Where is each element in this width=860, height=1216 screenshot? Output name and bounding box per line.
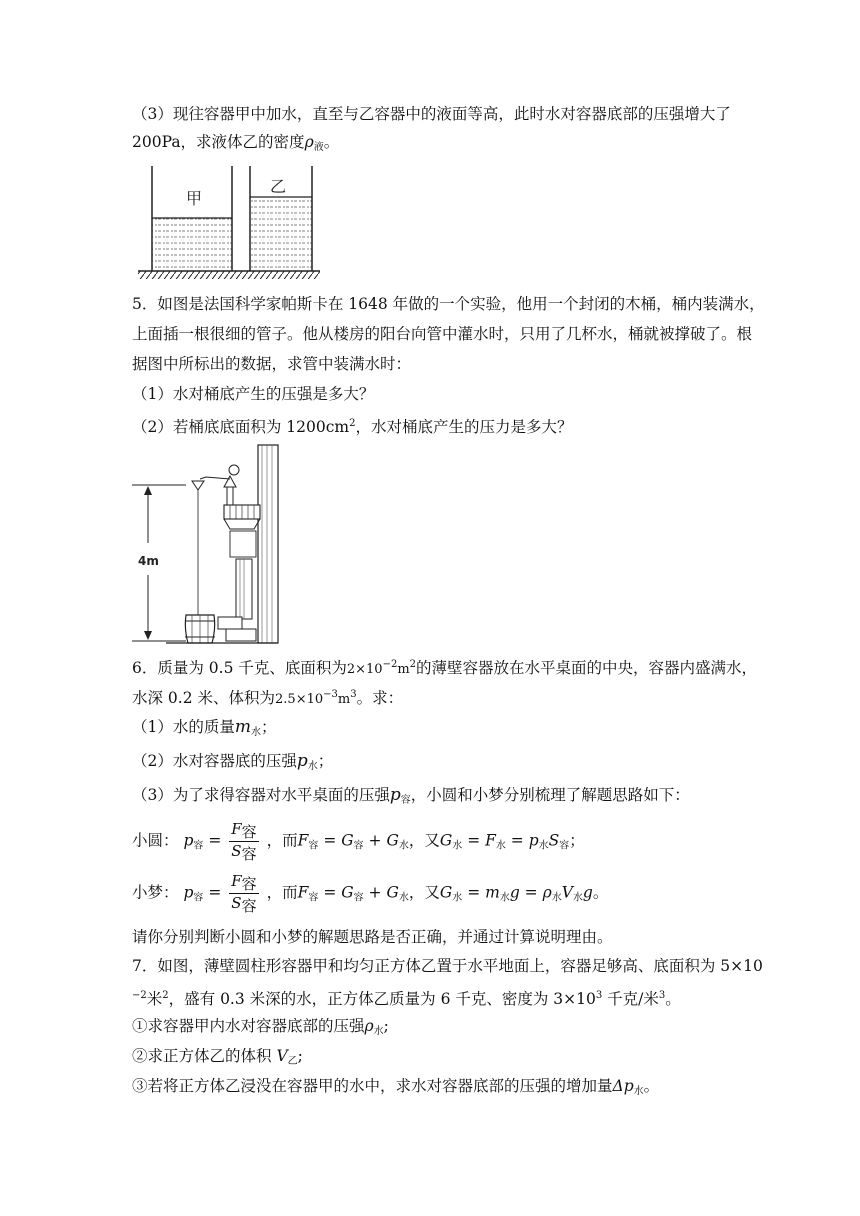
height-label: 4m	[138, 554, 159, 568]
q6-sub3: （3）为了求得容器对水平桌面的压强$p_容$，小圆和小梦分别梳理了解题思路如下：	[132, 785, 690, 806]
q6-judge: 请你分别判断小圆和小梦的解题思路是否正确，并通过计算说明理由。	[132, 928, 613, 946]
q6-sub1: （1）水的质量$m_水$；	[132, 717, 277, 738]
q6-sub2: （2）水对容器底的压强$p_水$；	[132, 751, 334, 772]
q5-line2: 上面插一根很细的管子。他从楼房的阳台向管中灌水时，只用了几杯水，桶就被撑破了。根	[132, 325, 753, 343]
q7-line2: $^{-2}$米$^2$，盛有 0.3 米深的水，正方体乙质量为 6 千克、密度为 $3\times 10^3$ 千克/米$^3$。	[132, 990, 681, 1008]
q5-line3: 据图中所标出的数据，求管中装满水时：	[132, 355, 412, 373]
q5-sub1: （1）水对桶底产生的压强是多大？	[132, 385, 375, 403]
pressure-fraction: $\frac{\text{F容}}{\text{S容}}$	[231, 872, 257, 915]
container-figure	[126, 162, 322, 282]
xiaoyuan-formula: 小圆： $p_容$ = $\frac{\text{F容}}{\text{S容}}$ ，而$F_容 = G_容 + G_水$，又$G_水 = F_水 = p_水S_容$；	[132, 820, 585, 863]
pressure-fraction: $\frac{\text{F容}}{\text{S容}}$	[231, 820, 257, 863]
xiaomeng-formula: 小梦： $p_容$ = $\frac{\text{F容}}{\text{S容}}$ ，而$F_容 = G_容 + G_水$，又$G_水 = m_水g = \rho_水V_水g$。	[132, 872, 609, 915]
q6-line2: 水深 0.2 米、体积为$2.5\times 10^{-3}m^3$。求：	[132, 689, 404, 707]
pascal-barrel-figure	[126, 443, 286, 647]
q7-item1: ①求容器甲内水对容器底部的压强$\rho_水$;	[132, 1017, 389, 1037]
q7-item2: ②求正方体乙的体积 $V_乙$;	[132, 1047, 303, 1067]
label-jia: 甲	[186, 189, 203, 208]
q4-part3-line2: 200Pa，求液体乙的密度$\rho_液$。	[132, 133, 340, 153]
q5-line1: 5．如图是法国科学家帕斯卡在 1648 年做的一个实验，他用一个封闭的木桶，桶内装满水，	[132, 295, 765, 313]
q7-line1: 7．如图，薄壁圆柱形容器甲和均匀正方体乙置于水平地面上，容器足够高、底面积为 5×10	[132, 957, 763, 975]
label-yi: 乙	[270, 177, 287, 196]
q6-line1: 6．质量为 0.5 千克、底面积为$2\times 10^{-2}m^2$的薄壁容器放在水平桌面的中央，容器内盛满水，	[132, 659, 758, 677]
q4-part3-line1: （3）现往容器甲中加水，直至与乙容器中的液面等高，此时水对容器底部的压强增大了	[132, 105, 731, 123]
q7-item3: ③若将正方体乙浸没在容器甲的水中，求水对容器底部的压强的增加量$\Delta p_水$。	[132, 1077, 660, 1097]
q5-sub2: （2）若桶底底面积为 $1200cm^2$，水对桶底产生的压力是多大？	[132, 418, 573, 436]
